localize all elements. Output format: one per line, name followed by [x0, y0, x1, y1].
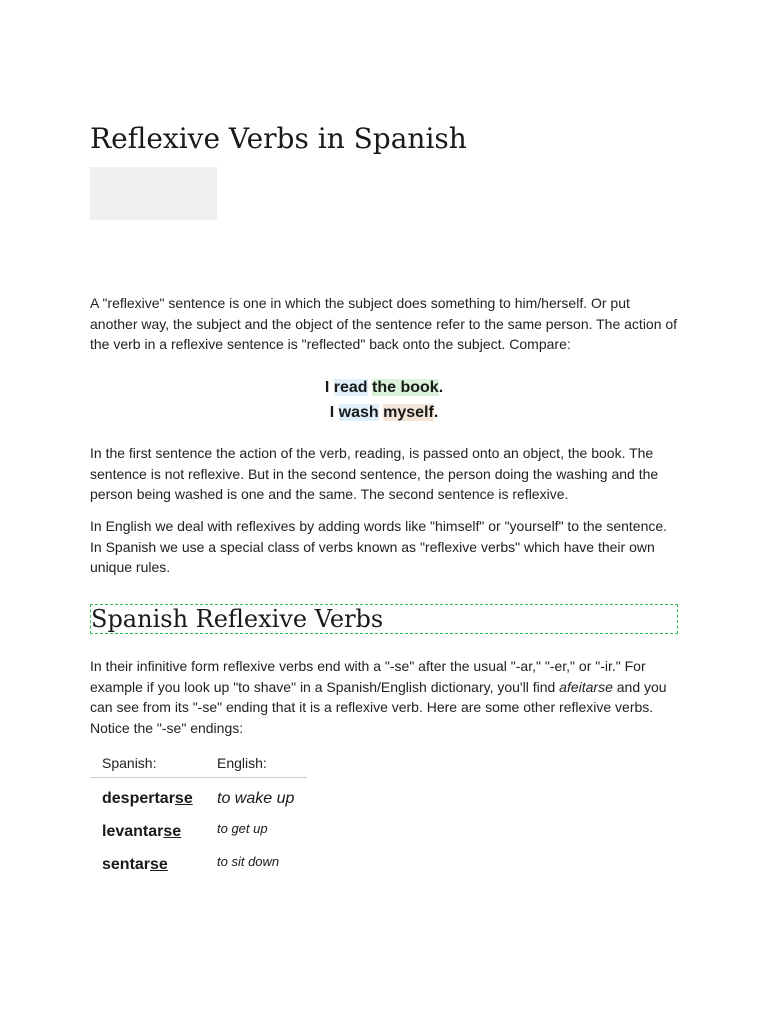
example-sentence-2: [90, 400, 678, 425]
example-sentence-1: [90, 375, 678, 400]
column-header-english: English:: [205, 752, 307, 778]
english-translation: to wake up: [217, 790, 295, 807]
spanish-verb: [90, 811, 205, 844]
example-reflexive-object: myself: [383, 404, 434, 421]
spanish-verb: [90, 778, 205, 812]
example-subject: I: [329, 404, 335, 421]
example-verb: read: [333, 379, 368, 396]
english-translation: to sit down: [217, 854, 280, 869]
ad-placeholder: [90, 167, 217, 220]
example-object: the book: [372, 379, 439, 396]
infinitive-paragraph: [90, 656, 678, 738]
example-subject: I: [324, 379, 330, 396]
verb-stem: despertar: [102, 790, 175, 807]
verb-stem: sentar: [102, 856, 151, 873]
infinitive-text-start: In their infinitive form reflexive verbs end with a "-se" after the usual "-ar," "-er," or "-ir." For example if you look up "to shave" in a Spanish/English dictionary, you'll find: [90, 658, 646, 695]
reflexive-verbs-table: [90, 752, 307, 877]
verb-ending: se: [150, 856, 168, 873]
page-title: Reflexive Verbs in Spanish: [90, 122, 467, 155]
table-row: [90, 844, 307, 877]
column-header-spanish: Spanish:: [90, 752, 205, 778]
english-translation: to get up: [217, 821, 268, 836]
verb-ending: se: [174, 790, 193, 807]
english-reflexives-paragraph: In English we deal with reflexives by adding words like "himself" or "yourself" to the sentence. In Spanish we use a special class of verbs known as "reflexive verbs" which have their own unique rules.: [90, 518, 668, 575]
example-period: .: [438, 379, 444, 396]
example-sentences: [90, 375, 678, 425]
table-row: [90, 811, 307, 844]
afeitarse-term: afeitarse: [559, 678, 613, 695]
verb-ending: se: [163, 823, 182, 840]
example-period: .: [433, 404, 439, 421]
infinitive-text-end: and you can see from its "-se" ending that it is a reflexive verb. Here are some other reflexive verbs. Notice the "-se" endings:: [90, 678, 667, 736]
spanish-verb: [90, 844, 205, 877]
section-title: Spanish Reflexive Verbs: [90, 604, 678, 634]
example-verb: wash: [338, 404, 379, 421]
intro-paragraph: A "reflexive" sentence is one in which the subject does something to him/herself. Or put another way, the subject and the object of the sentence refer to the same person. The action of the verb in a reflexive sentence is "reflected" back onto the subject. Compare:: [90, 295, 678, 352]
table-header-row: [90, 752, 307, 778]
table-row: [90, 778, 307, 812]
verb-stem: levantar: [102, 823, 164, 840]
explanation-paragraph: In the first sentence the action of the verb, reading, is passed onto an object, the book. The sentence is not reflexive. But in the second sentence, the person doing the washing and the person being washed is one and the same. The second sentence is reflexive.: [90, 445, 659, 502]
